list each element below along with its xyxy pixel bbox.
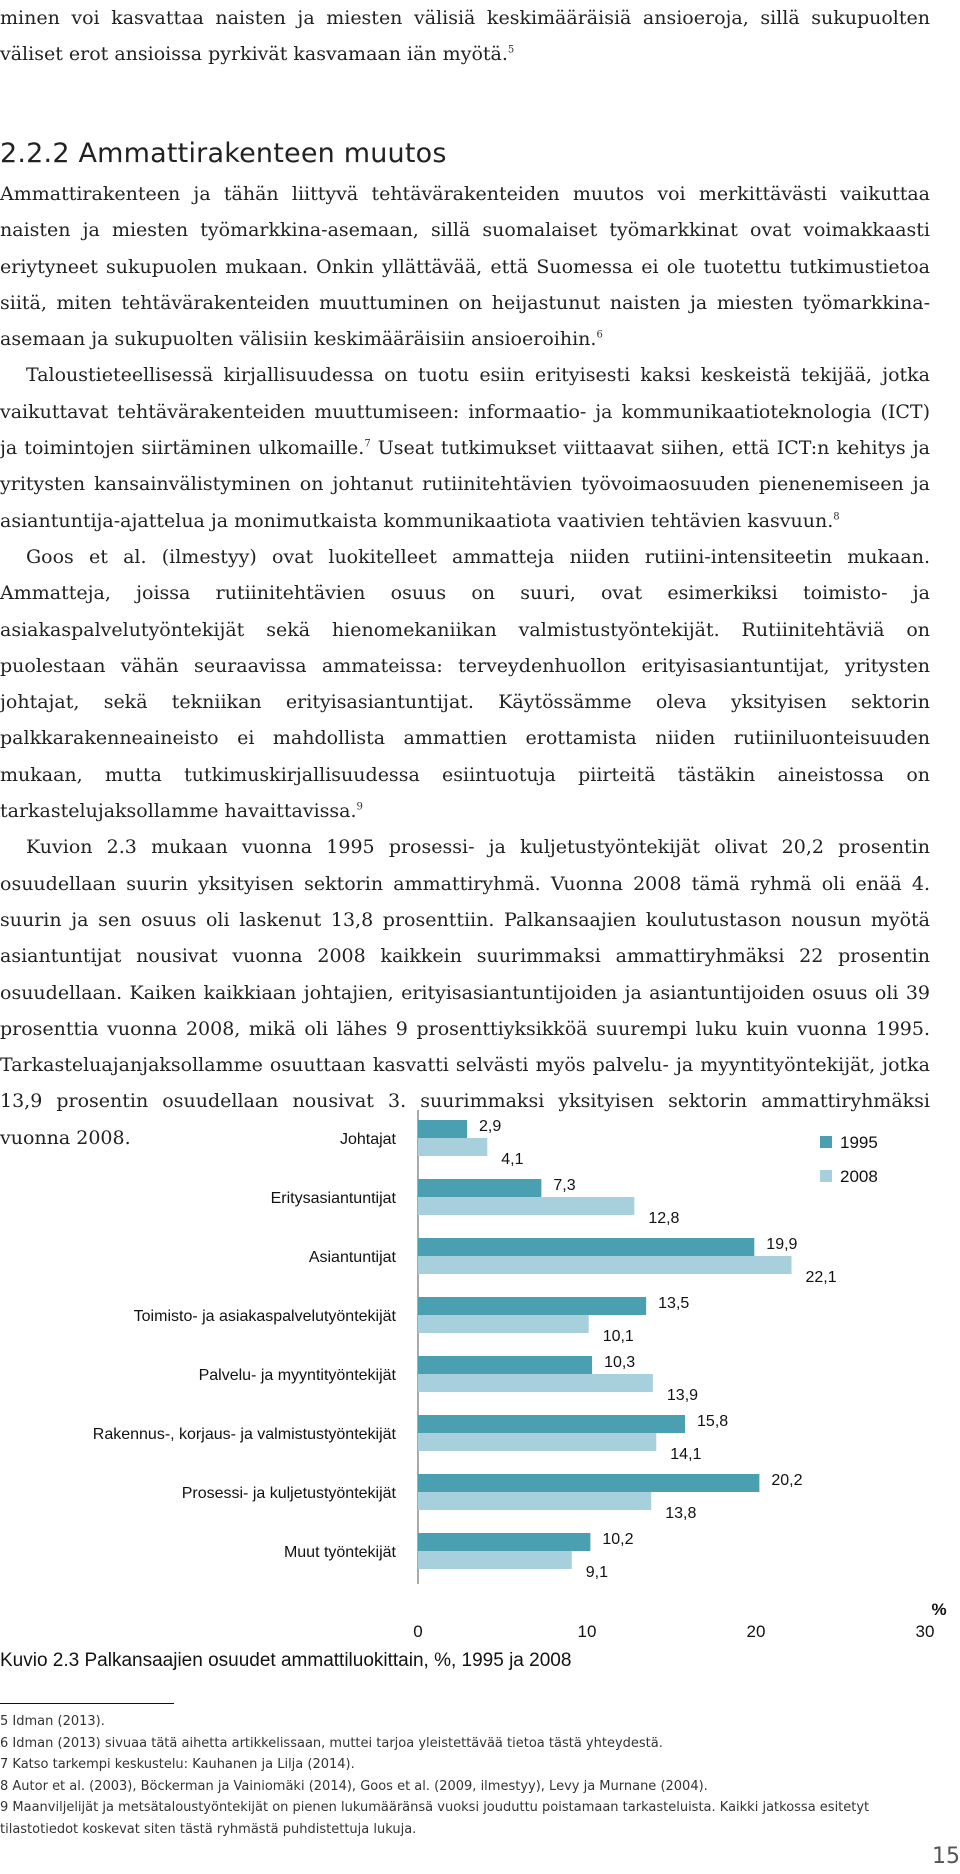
bar-chart <box>0 1110 960 1645</box>
data-label: 7,3 <box>553 1177 576 1194</box>
paragraph-text: Kuvion 2.3 mukaan vuonna 1995 prosessi- ja kuljetustyöntekijät olivat 20,2 prosentin osuudellaan suurin yksityisen sektorin ammattiryhmä. Vuonna 2008 tämä ryhmä oli enää 4. suurin ja sen osuus oli laskenut 13,8 prosenttiin. Palkansaajien koulutustason nousun myötä asiantuntijat nousivat vuonna 2008 kaikkein suurimmaksi ammattiryhmäksi 22 prosentin osuudellaan. Kaiken kaikkiaan johtajien, erityisasiantuntijoiden ja asiantuntijoiden osuus oli 39 prosenttia vuonna 2008, mikä oli lähes 9 prosenttiyksikköä suurempi luku kuin vuonna 1995. Tarkasteluajanjaksollamme osuuttaan kasvatti selvästi myös palvelu- ja myyntityöntekijät, jotka 13,9 prosentin osuudellaan nousivat 3. suurimmaksi yksityisen sektorin ammattiryhmäksi vuonna 2008. <box>0 836 930 1149</box>
category-label: Eritysasiantuntijat <box>270 1190 396 1207</box>
legend-label: 2008 <box>840 1167 878 1186</box>
bar-2008 <box>418 1256 791 1274</box>
bar-1995 <box>418 1533 590 1551</box>
page-number: 15 <box>932 1844 960 1869</box>
data-label: 19,9 <box>766 1236 798 1253</box>
data-label: 14,1 <box>670 1446 702 1463</box>
x-tick-label: 0 <box>413 1622 423 1641</box>
bar-1995 <box>418 1415 685 1433</box>
bar-2008 <box>418 1315 589 1333</box>
intro-paragraph <box>0 0 930 73</box>
paragraph-text: Ammattirakenteen ja tähän liittyvä tehtävärakenteiden muutos voi merkittävästi vaikuttaa naisten ja miesten työmarkkina-asemaan, sillä suomalaiset työmarkkinat ovat voimakkaasti eriytyneet sukupuolen mukaan. Onkin yllättävää, että Suomessa ei ole tuotettu tutkimustietoa siitä, miten tehtävärakenteiden muuttuminen on heijastunut naisten ja miesten työmarkkina-asemaan ja sukupuolten välisiin keskimääräisiin ansioeroihin. <box>0 183 930 351</box>
bar-1995 <box>418 1297 646 1315</box>
bar-2008 <box>418 1551 572 1569</box>
category-label: Toimisto- ja asiakaspalvelutyöntekijät <box>133 1308 396 1325</box>
footnotes <box>0 1711 930 1840</box>
bar-2008 <box>418 1433 656 1451</box>
category-label: Palvelu- ja myyntityöntekijät <box>198 1367 396 1384</box>
data-label: 2,9 <box>479 1118 502 1135</box>
data-label: 13,5 <box>658 1295 690 1312</box>
paragraph-text: Useat tutkimukset viittaavat siihen, että ICT:n kehitys ja yritysten kansainvälistyminen on johtanut rutiinitehtävien työvoimaosuuden pienenemiseen ja asiantuntija-ajattelua ja monimutkaista kommunikaatiota vaativien tehtävien kasvuun. <box>0 437 930 532</box>
footnote: 7 Katso tarkempi keskustelu: Kauhanen ja Lilja (2014). <box>0 1757 355 1772</box>
chart-caption: Kuvio 2.3 Palkansaajien osuudet ammattiluokittain, %, 1995 ja 2008 <box>0 1650 572 1671</box>
footnote-ref[interactable]: 5 <box>507 44 515 56</box>
footnote-ref[interactable]: 8 <box>833 511 840 523</box>
category-label: Rakennus-, korjaus- ja valmistustyöntekijät <box>92 1426 396 1443</box>
paragraph <box>0 357 930 538</box>
data-label: 10,1 <box>602 1328 634 1345</box>
x-tick-label: 10 <box>577 1622 597 1641</box>
paragraph <box>0 539 930 829</box>
data-label: 15,8 <box>697 1413 729 1430</box>
data-label: 13,9 <box>666 1387 699 1404</box>
legend-swatch <box>820 1170 832 1182</box>
data-label: 22,1 <box>805 1269 837 1286</box>
intro-text: minen voi kasvattaa naisten ja miesten välisiä keskimääräisiä ansioeroja, sillä sukupuolten väliset erot ansioissa pyrkivät kasvamaan iän myötä. <box>0 7 930 66</box>
x-tick-label: 30 <box>915 1622 935 1641</box>
data-label: 10,3 <box>604 1354 636 1371</box>
bar-2008 <box>418 1197 634 1215</box>
data-label: 9,1 <box>585 1564 609 1581</box>
bar-1995 <box>418 1356 592 1374</box>
section-body <box>0 176 930 1156</box>
category-label: Muut työntekijät <box>283 1544 396 1561</box>
unit-label: % <box>931 1600 947 1619</box>
bar-1995 <box>418 1120 467 1138</box>
paragraph-text: Goos et al. (ilmestyy) ovat luokitelleet ammatteja niiden rutiini-intensiteetin mukaan. Ammatteja, joissa rutiinitehtävien osuus on suuri, ovat esimerkiksi toimisto- ja asiakaspalvelutyöntekijät sekä hienomekaniikan valmistustyöntekijät. Rutiinitehtäviä on puolestaan vähän seuraavissa ammateissa: terveydenhuollon erityisasiantuntijat, yritysten johtajat, sekä tekniikan erityisasiantuntijat. Käytössämme oleva yksityisen sektorin palkkarakenneaineisto ei mahdollista ammattien erottamista niiden rutiiniluonteisuuden mukaan, mutta tutkimuskirjallisuudessa esiintuotuja piirteitä tästäkin aineistossa on tarkastelujaksollamme havaittavissa. <box>0 545 930 823</box>
footnote: 8 Autor et al. (2003), Böckerman ja Vainiomäki (2014), Goos et al. (2009, ilmestyy), Levy ja Murnane (2004). <box>0 1778 708 1794</box>
footnote-ref[interactable]: 6 <box>596 329 603 341</box>
bar-2008 <box>418 1374 653 1392</box>
bar-2008 <box>418 1138 487 1156</box>
data-label: 13,8 <box>665 1505 697 1522</box>
category-label: Johtajat <box>339 1131 396 1148</box>
bar-1995 <box>418 1179 541 1197</box>
data-label: 12,8 <box>648 1210 680 1227</box>
category-label: Asiantuntijat <box>308 1249 396 1266</box>
legend-label: 1995 <box>840 1133 878 1152</box>
footnote: 6 Idman (2013) sivuaa tätä aihetta artikkelissaan, muttei tarjoa yleistettävää tietoa tästä yhteydestä. <box>0 1735 663 1751</box>
section-heading: 2.2.2 Ammattirakenteen muutos <box>0 138 447 169</box>
category-label: Prosessi- ja kuljetustyöntekijät <box>181 1485 396 1502</box>
footnote: 5 Idman (2013). <box>0 1714 105 1729</box>
data-label: 20,2 <box>771 1472 803 1489</box>
footnote-divider <box>0 1703 174 1704</box>
bar-1995 <box>418 1238 754 1256</box>
paragraph <box>0 176 930 357</box>
bar-2008 <box>418 1492 651 1510</box>
footnote-ref[interactable]: 7 <box>364 438 371 450</box>
paragraph-text: Taloustieteellisessä kirjallisuudessa on tuotu esiin erityisesti kaksi keskeistä tekijää, jotka vaikuttavat tehtävärakenteiden muuttumiseen: informaatio- ja kommunikaatioteknologia (ICT) ja toimintojen siirtäminen ulkomaille. <box>0 364 930 460</box>
x-tick-label: 20 <box>746 1622 766 1641</box>
footnote: 9 Maanviljelijät ja metsätaloustyöntekijät on pienen lukumääränsä vuoksi jouduttu poistamaan tarkasteluista. Kaikki jatkossa esitetyt tilastotiedot koskevat siten tästä ryhmästä puhdistettuja lukuja. <box>0 1800 870 1837</box>
data-label: 4,1 <box>501 1151 524 1168</box>
footnote-ref[interactable]: 9 <box>356 801 363 813</box>
legend-swatch <box>820 1136 832 1148</box>
paragraph <box>0 829 930 1156</box>
bar-1995 <box>418 1474 759 1492</box>
data-label: 10,2 <box>602 1531 634 1548</box>
